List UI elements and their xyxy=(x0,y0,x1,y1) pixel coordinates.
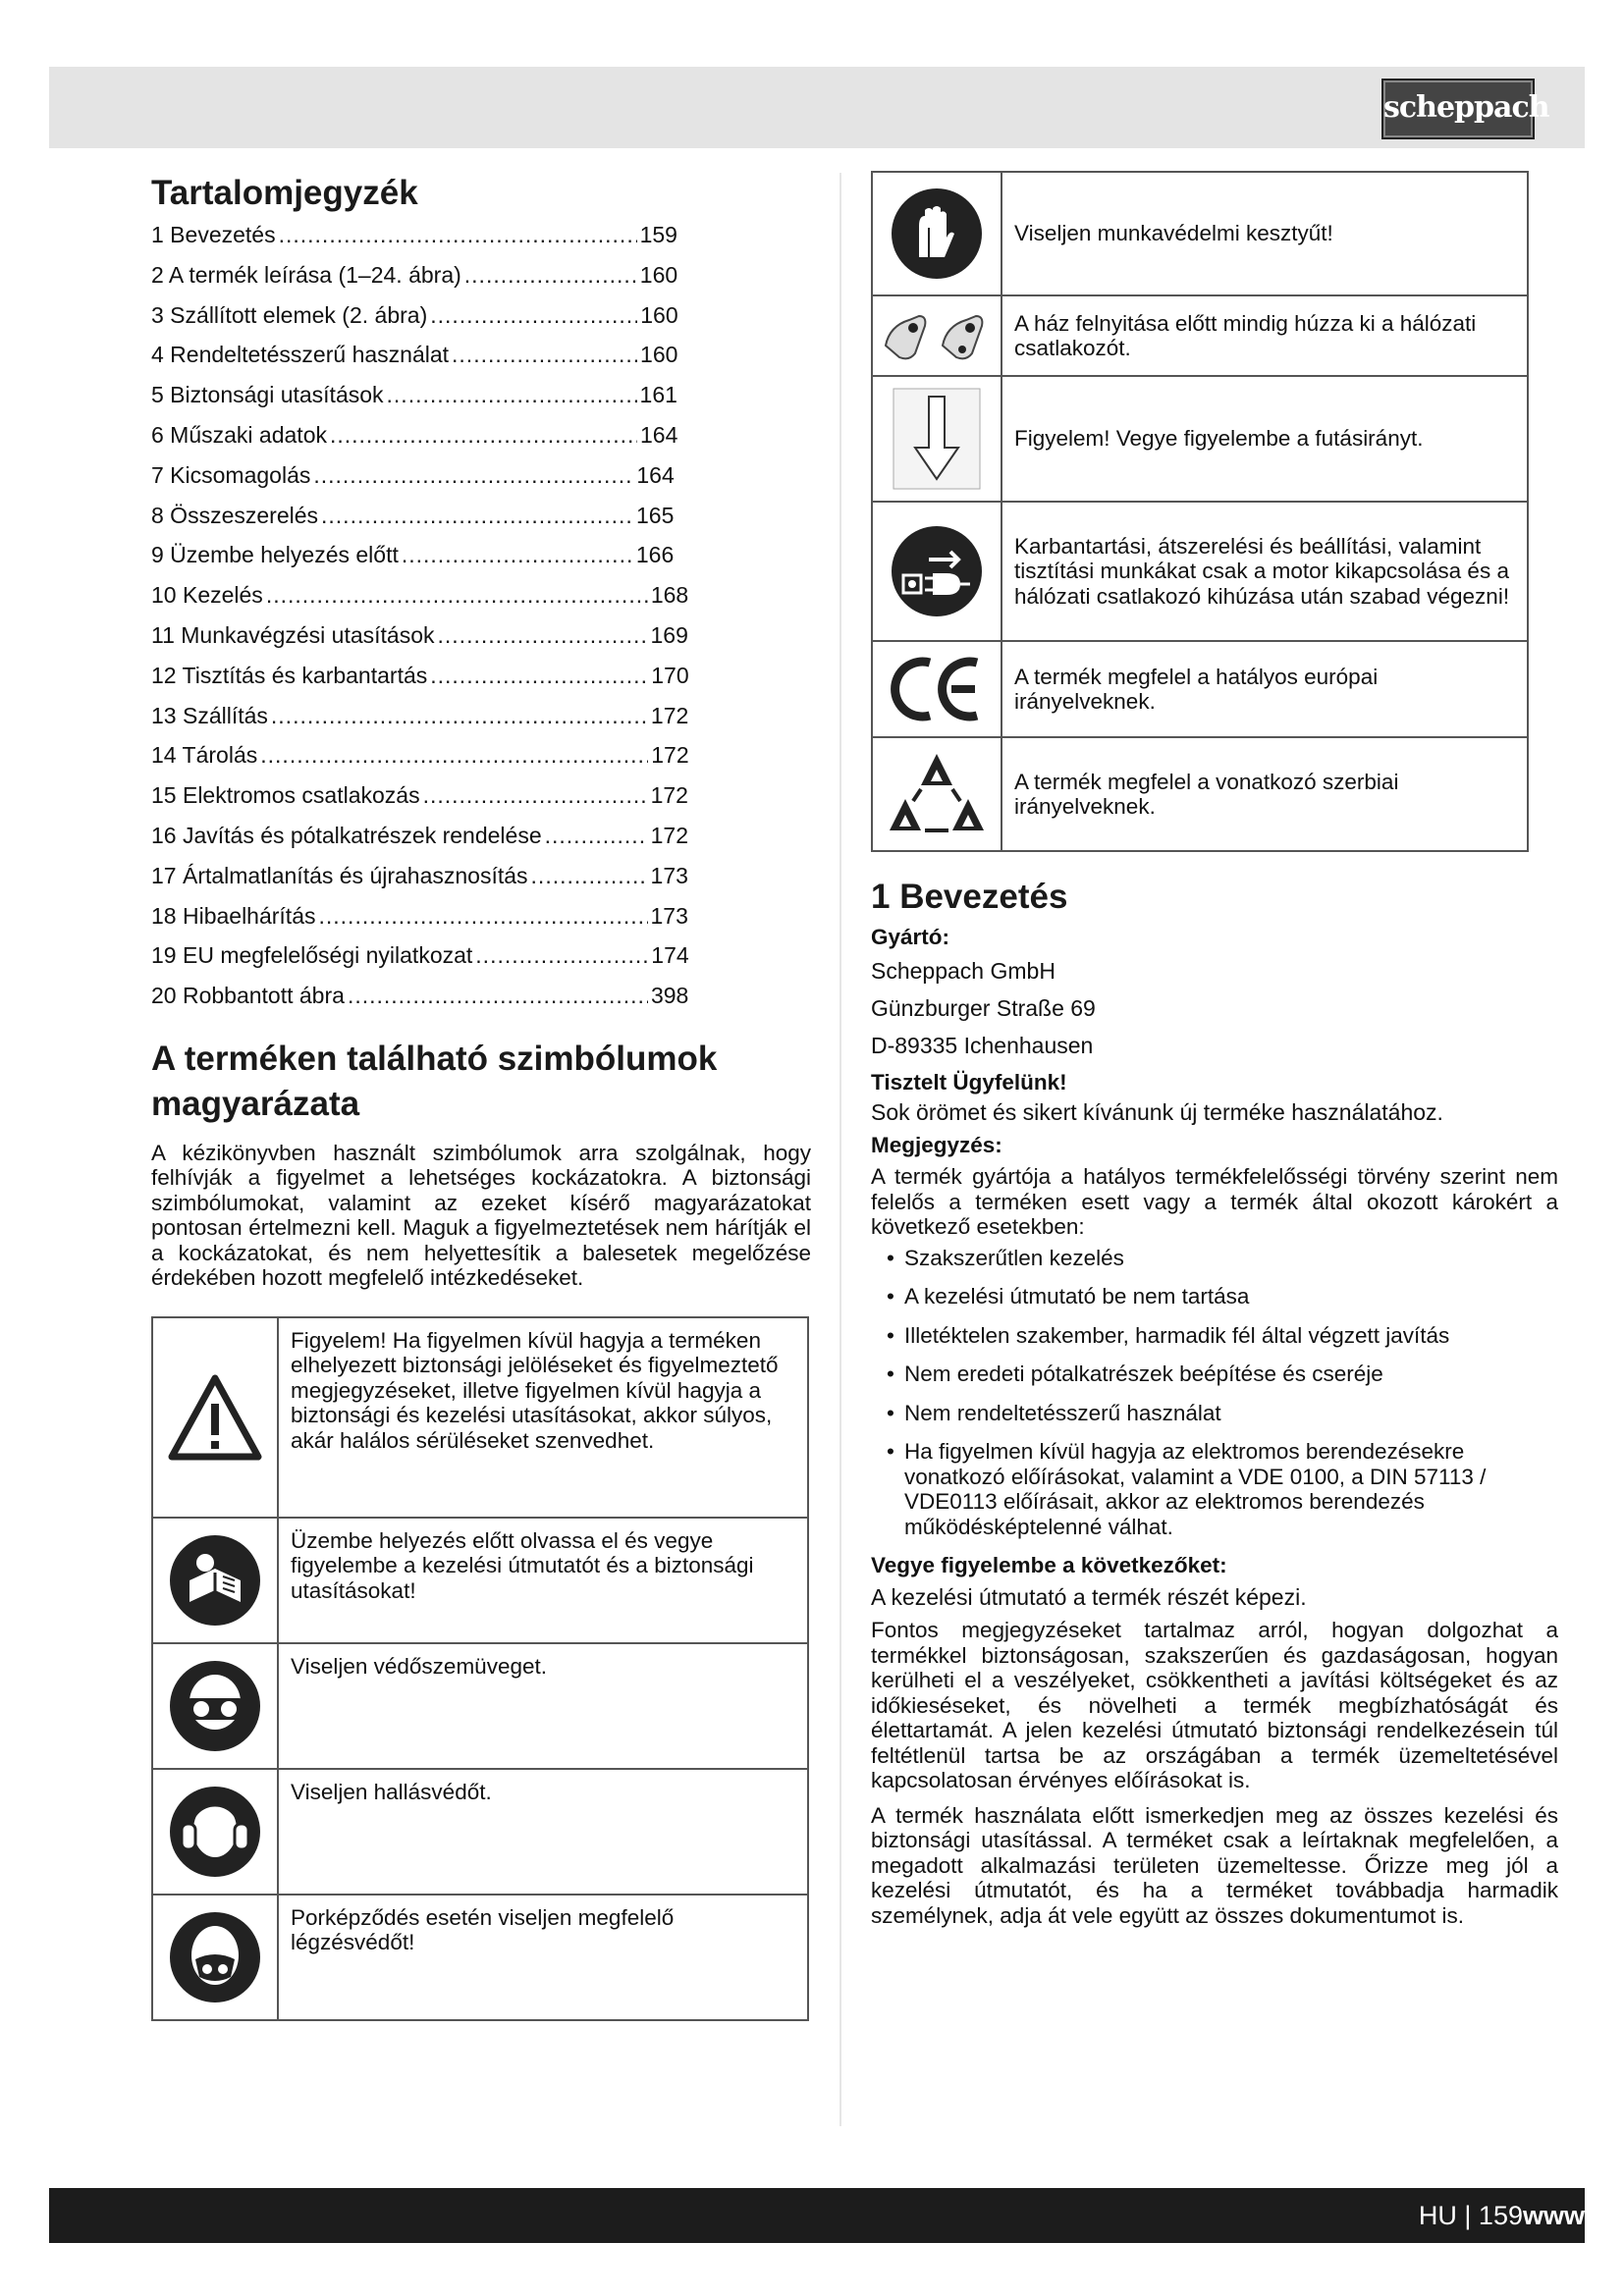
toc-entry-page: 161 xyxy=(639,382,677,408)
toc-entry-label: 18 Hibaelhárítás xyxy=(151,902,316,929)
toc-entry-label: 6 Műszaki adatok xyxy=(151,421,327,448)
toc-entry-page: 160 xyxy=(639,261,678,288)
symbol-text: A termék megfelel a hatályos európai irányelveknek. xyxy=(1001,641,1528,737)
left-column xyxy=(151,173,811,2021)
toc-entry[interactable] xyxy=(151,823,811,863)
unplug-icon xyxy=(872,295,1001,376)
footer-page-label xyxy=(1419,2194,1585,2237)
symbol-row xyxy=(872,172,1528,295)
symbol-row xyxy=(872,295,1528,376)
symbol-row xyxy=(152,1317,808,1518)
toc-entry[interactable] xyxy=(151,302,811,343)
toc-entry-page: 172 xyxy=(651,742,689,769)
toc-entry-label: 17 Ártalmatlanítás és újrahasznosítás xyxy=(151,862,528,888)
symbol-text: A termék megfelel a vonatkozó szerbiai irányelveknek. xyxy=(1001,737,1528,851)
symbol-text: Figyelem! Ha figyelmen kívül hagyja a terméken elhelyezett biztonsági jelöléseket és figyelmeztető megjegyzéseket, illetve figyelmen kívül hagyja a biztonsági és kezelési utasításokat, akkor súlyos, akár halálos sérüléseket szenvedhet. xyxy=(278,1317,808,1518)
toc-entry[interactable] xyxy=(151,903,811,943)
greeting: Tisztelt Ügyfelünk! xyxy=(871,1070,1067,1095)
address-line: Günzburger Straße 69 xyxy=(871,995,1096,1021)
toc-entry[interactable] xyxy=(151,703,811,743)
toc-entry-page: 173 xyxy=(650,862,688,888)
toc-leader-dots xyxy=(402,542,633,568)
toc-entry[interactable] xyxy=(151,983,811,1023)
toc-leader-dots xyxy=(313,462,633,489)
toc-entry[interactable] xyxy=(151,582,811,622)
toc-entry[interactable] xyxy=(151,382,811,422)
symbols-table-right xyxy=(871,171,1529,852)
toc-entry-label: 8 Összeszerelés xyxy=(151,502,319,528)
toc-entry[interactable] xyxy=(151,222,811,262)
toc-entry-label: 5 Biztonsági utasítások xyxy=(151,382,384,408)
ear-protection-icon xyxy=(152,1769,278,1895)
symbol-row xyxy=(872,376,1528,502)
toc-entry[interactable] xyxy=(151,462,811,503)
symbol-row xyxy=(152,1769,808,1895)
symbol-row xyxy=(872,737,1528,851)
toc-entry-label: 13 Szállítás xyxy=(151,702,268,728)
column-divider xyxy=(839,173,841,2126)
toc-entry-label: 9 Üzembe helyezés előtt xyxy=(151,542,399,568)
toc-leader-dots xyxy=(279,222,637,248)
footer-lang: HU xyxy=(1418,2201,1457,2230)
address-line: D-89335 Ichenhausen xyxy=(871,1033,1094,1058)
toc-entry-page: 173 xyxy=(650,902,688,929)
toc-entry-label: 12 Tisztítás és karbantartás xyxy=(151,662,428,688)
symbols-title: A terméken található szimbólumok magyarázata xyxy=(151,1039,718,1123)
toc-leader-dots xyxy=(531,863,648,889)
note-text: A termék gyártója a hatályos termékfelelősségi törvény szerint nem felelős a terméken esett vagy a termék által okozott károkért a következő esetekben: xyxy=(871,1164,1558,1239)
toc-entry-page: 172 xyxy=(650,702,689,728)
toc-leader-dots xyxy=(266,582,648,609)
toc-entry-label: 14 Tárolás xyxy=(151,742,258,769)
footer-web: www xyxy=(1522,2201,1585,2230)
toc-entry-page: 164 xyxy=(639,421,678,448)
list-item: • Illetéktelen szakember, harmadik fél által végzett javítás xyxy=(871,1323,1558,1349)
right-column xyxy=(871,171,1558,1928)
observe-paragraph: A termék használata előtt ismerkedjen meg az összes kezelési és biztonsági utasítással. A terméket csak a leírtaknak megfelelően, a megadott alkalmazási területen üzemeltesse. Őrizze meg jól a kezelési útmutatót, és ha a terméket továbbadja harmadik személynek, adja át vele együtt az összes dokumentumot is. xyxy=(871,1802,1558,1928)
list-item: • Nem rendeltetésszerű használat xyxy=(871,1401,1558,1426)
toc-entry[interactable] xyxy=(151,342,811,382)
toc-entry-label: 1 Bevezetés xyxy=(151,222,276,247)
toc-entry-page: 159 xyxy=(639,222,677,247)
toc-entry-label: 16 Javítás és pótalkatrészek rendelése xyxy=(151,822,542,848)
toc-entry-label: 20 Robbantott ábra xyxy=(151,983,345,1009)
maintenance-plug-icon xyxy=(872,502,1001,641)
list-item: • A kezelési útmutató be nem tartása xyxy=(871,1284,1558,1309)
gloves-icon xyxy=(872,172,1001,295)
toc-leader-dots xyxy=(438,622,648,649)
respirator-mask-icon xyxy=(152,1895,278,2020)
toc-leader-dots xyxy=(452,342,637,368)
symbol-text: Porképződés esetén viseljen megfelelő légzésvédőt! xyxy=(278,1895,808,2020)
symbol-text: A ház felnyitása előtt mindig húzza ki a hálózati csatlakozót. xyxy=(1001,295,1528,376)
section-title-intro: 1 Bevezetés xyxy=(871,878,1068,916)
toc-leader-dots xyxy=(430,302,637,329)
list-item: • Szakszerűtlen kezelés xyxy=(871,1246,1558,1271)
toc-leader-dots xyxy=(271,703,648,729)
toc-entry-page: 169 xyxy=(650,621,688,648)
toc-entry-label: 4 Rendeltetésszerű használat xyxy=(151,342,450,368)
symbol-row xyxy=(872,502,1528,641)
toc-entry[interactable] xyxy=(151,742,811,782)
table-of-contents xyxy=(151,222,811,1023)
toc-entry-label: 7 Kicsomagolás xyxy=(151,461,311,488)
toc-leader-dots xyxy=(430,663,648,689)
toc-entry-label: 3 Szállított elemek (2. ábra) xyxy=(151,301,428,328)
toc-entry-page: 398 xyxy=(650,983,689,1009)
symbol-text: Viseljen védőszemüveget. xyxy=(278,1643,808,1769)
toc-entry-page: 160 xyxy=(640,342,678,368)
symbol-row xyxy=(152,1643,808,1769)
toc-entry[interactable] xyxy=(151,863,811,903)
toc-entry[interactable] xyxy=(151,942,811,983)
toc-leader-dots xyxy=(348,983,648,1009)
toc-entry[interactable] xyxy=(151,262,811,302)
toc-leader-dots xyxy=(319,903,648,930)
symbol-text: Viseljen munkavédelmi kesztyűt! xyxy=(1001,172,1528,295)
symbol-row xyxy=(872,641,1528,737)
symbol-row xyxy=(152,1518,808,1643)
greeting-text: Sok örömet és sikert kívánunk új terméke használatához. xyxy=(871,1099,1443,1125)
toc-entry-label: 15 Elektromos csatlakozás xyxy=(151,782,420,809)
toc-entry-page: 164 xyxy=(636,461,675,488)
toc-entry-page: 172 xyxy=(650,782,688,809)
warning-triangle-icon xyxy=(152,1317,278,1518)
observe-label: Vegye figyelembe a következőket: xyxy=(871,1553,1227,1577)
address-line: Scheppach GmbH xyxy=(871,958,1056,984)
manufacturer-label: Gyártó: xyxy=(871,925,950,949)
toc-leader-dots xyxy=(321,503,633,529)
toc-leader-dots xyxy=(464,262,637,289)
list-item: • Ha figyelmen kívül hagyja az elektromos berendezésekre vonatkozó előírásokat, valamint a VDE 0100, a DIN 57113 / VDE0113 előírásait, akkor az elektromos berendezés működésképtelenné válhat. xyxy=(871,1439,1558,1539)
footer-bar xyxy=(49,2188,1585,2243)
toc-entry[interactable] xyxy=(151,503,811,543)
toc-entry-page: 166 xyxy=(635,542,675,568)
header-bar xyxy=(49,67,1585,148)
toc-entry-page: 170 xyxy=(651,662,689,688)
symbols-intro: A kézikönyvben használt szimbólumok arra szolgálnak, hogy felhívják a figyelmet a lehetséges kockázatokra. A biztonsági szimbólumokat, valamint az ezeket kísérő magyarázatokat pontosan értelmezni kell. Maguk a figyelmeztetések nem hárítják el a kockázatokat, és nem helyettesítik a balesetek megelőzése érdekében hozott megfelelő intézkedéseket. xyxy=(151,1140,811,1291)
footer-separator: | xyxy=(1456,2201,1479,2230)
toc-entry-page: 168 xyxy=(650,582,689,609)
symbol-text: Karbantartási, átszerelési és beállítási, valamint tisztítási munkákat csak a motor kikapcsolása és a hálózati csatlakozó kihúzása után szabad végezni! xyxy=(1001,502,1528,641)
toc-entry[interactable] xyxy=(151,542,811,582)
note-label: Megjegyzés: xyxy=(871,1133,1002,1157)
observe-paragraph: Fontos megjegyzéseket tartalmaz arról, hogyan dolgozhat a termékkel biztonságosan, szakszerűen és gazdaságosan, hogyan kerülheti el a veszélyeket, csökkentheti a javítási költségeket és az időkieséseket, és növelheti a termék megbízhatóságát és élettartamát. A jelen kezelési útmutató biztonsági rendelkezésein túl feltétlenül tartsa be az országában a termék üzemeltetésével kapcsolatosan érvényes előírásokat is. xyxy=(871,1618,1558,1792)
safety-goggles-icon xyxy=(152,1643,278,1769)
toc-title: Tartalomjegyzék xyxy=(151,174,418,212)
toc-leader-dots xyxy=(423,782,648,809)
list-item: • Nem eredeti pótalkatrészek beépítése és cseréje xyxy=(871,1362,1558,1387)
toc-leader-dots xyxy=(330,422,637,449)
toc-entry[interactable] xyxy=(151,622,811,663)
toc-leader-dots xyxy=(545,823,648,849)
toc-entry-label: 10 Kezelés xyxy=(151,582,263,609)
toc-entry-label: 19 EU megfelelőségi nyilatkozat xyxy=(151,942,473,969)
toc-entry-page: 160 xyxy=(640,301,678,328)
toc-leader-dots xyxy=(387,382,637,408)
scheppach-logo: scheppach xyxy=(1381,79,1535,139)
toc-entry-page: 165 xyxy=(636,502,675,528)
toc-entry-label: 11 Munkavégzési utasítások xyxy=(151,621,435,648)
symbol-text: Üzembe helyezés előtt olvassa el és vegye figyelembe a kezelési útmutatót és a biztonsági utasításokat! xyxy=(278,1518,808,1643)
serbian-conformity-icon xyxy=(872,737,1001,851)
liability-list xyxy=(871,1246,1558,1540)
symbol-text: Viseljen hallásvédőt. xyxy=(278,1769,808,1895)
toc-leader-dots xyxy=(475,942,648,969)
toc-entry[interactable] xyxy=(151,663,811,703)
observe-paragraph: A kezelési útmutató a termék részét képezi. xyxy=(871,1584,1307,1610)
toc-entry-page: 172 xyxy=(650,822,688,848)
footer-page-number: 159 xyxy=(1478,2201,1523,2230)
symbol-text: Figyelem! Vegye figyelembe a futásirányt. xyxy=(1001,376,1528,502)
toc-entry[interactable] xyxy=(151,422,811,462)
read-manual-icon xyxy=(152,1518,278,1643)
direction-arrow-icon xyxy=(872,376,1001,502)
symbols-table xyxy=(151,1316,809,2021)
symbol-row xyxy=(152,1895,808,2020)
ce-mark-icon xyxy=(872,641,1001,737)
toc-leader-dots xyxy=(260,742,648,769)
toc-entry-label: 2 A termék leírása (1–24. ábra) xyxy=(151,261,461,288)
toc-entry[interactable] xyxy=(151,782,811,823)
toc-entry-page: 174 xyxy=(651,942,689,969)
